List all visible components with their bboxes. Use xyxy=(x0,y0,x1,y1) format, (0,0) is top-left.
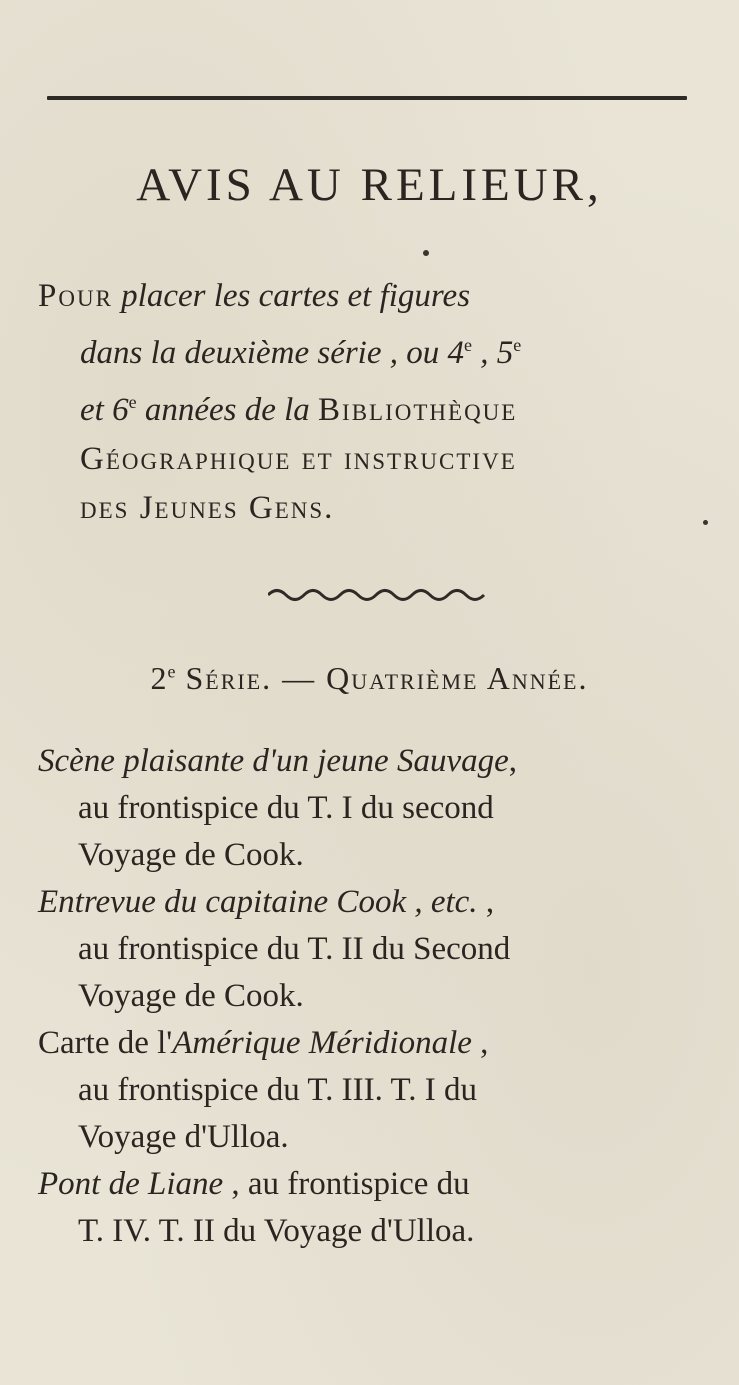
entry-heading xyxy=(38,738,698,785)
wave-ornament xyxy=(268,586,488,602)
list-item xyxy=(38,1161,698,1255)
intro-line-3 xyxy=(38,378,698,435)
entry-heading-pre: Carte de l' xyxy=(38,1025,173,1061)
entry-title: Amérique Méridionale xyxy=(172,1025,472,1061)
list-item xyxy=(38,738,698,879)
series-number: 2 xyxy=(150,660,168,696)
page-title: AVIS AU RELIEUR, xyxy=(136,159,603,211)
intro-library-name: Bibliothèque xyxy=(318,392,518,428)
superscript: e xyxy=(513,335,522,355)
intro-line-1 xyxy=(38,272,698,321)
intro-text: placer les cartes et figures xyxy=(121,278,471,314)
intro-text: , 5 xyxy=(472,335,514,371)
superscript: e xyxy=(167,661,177,682)
superscript: e xyxy=(464,335,472,355)
intro-text: et 6 xyxy=(80,392,129,428)
series-heading xyxy=(0,660,739,697)
intro-pour: Pour xyxy=(38,278,113,314)
entry-heading xyxy=(38,1161,698,1208)
entry-heading xyxy=(38,1020,698,1067)
intro-text: années de la xyxy=(136,392,310,428)
entry-line: au frontispice du T. I du second xyxy=(78,790,494,826)
entry-line: T. IV. T. II du Voyage d'Ulloa. xyxy=(78,1213,475,1249)
intro-line-4: Géographique et instructive xyxy=(80,441,517,477)
entry-line: Voyage de Cook. xyxy=(78,978,304,1014)
superscript: e xyxy=(128,392,137,412)
entry-line: au frontispice du T. II du Second xyxy=(78,931,511,967)
ink-dot xyxy=(423,250,429,256)
list-item xyxy=(38,1020,698,1161)
entry-line: Voyage de Cook. xyxy=(78,837,304,873)
entry-title: Entrevue du capitaine Cook , etc. xyxy=(38,884,478,920)
entry-title: Scène plaisante d'un jeune Sauvage xyxy=(38,743,509,779)
top-rule xyxy=(47,96,687,100)
entry-title: Pont de Liane xyxy=(38,1166,224,1202)
entry-heading xyxy=(38,879,698,926)
series-label: Série. — Quatrième Année. xyxy=(185,660,589,696)
entry-heading-tail: , xyxy=(477,884,495,920)
intro-line-2 xyxy=(38,321,698,378)
list-item xyxy=(38,879,698,1020)
entry-line: au frontispice du T. III. T. I du xyxy=(78,1072,477,1108)
ink-dot xyxy=(703,520,708,525)
entry-heading-tail: , xyxy=(508,743,517,779)
intro-text: dans la deuxième série , ou 4 xyxy=(80,335,464,371)
intro-paragraph xyxy=(38,272,698,533)
entry-line: Voyage d'Ulloa. xyxy=(78,1119,289,1155)
intro-line-5: des Jeunes Gens. xyxy=(80,490,335,526)
plate-list xyxy=(38,738,698,1255)
entry-heading-tail: , au frontispice du xyxy=(223,1166,470,1202)
entry-heading-tail: , xyxy=(471,1025,489,1061)
